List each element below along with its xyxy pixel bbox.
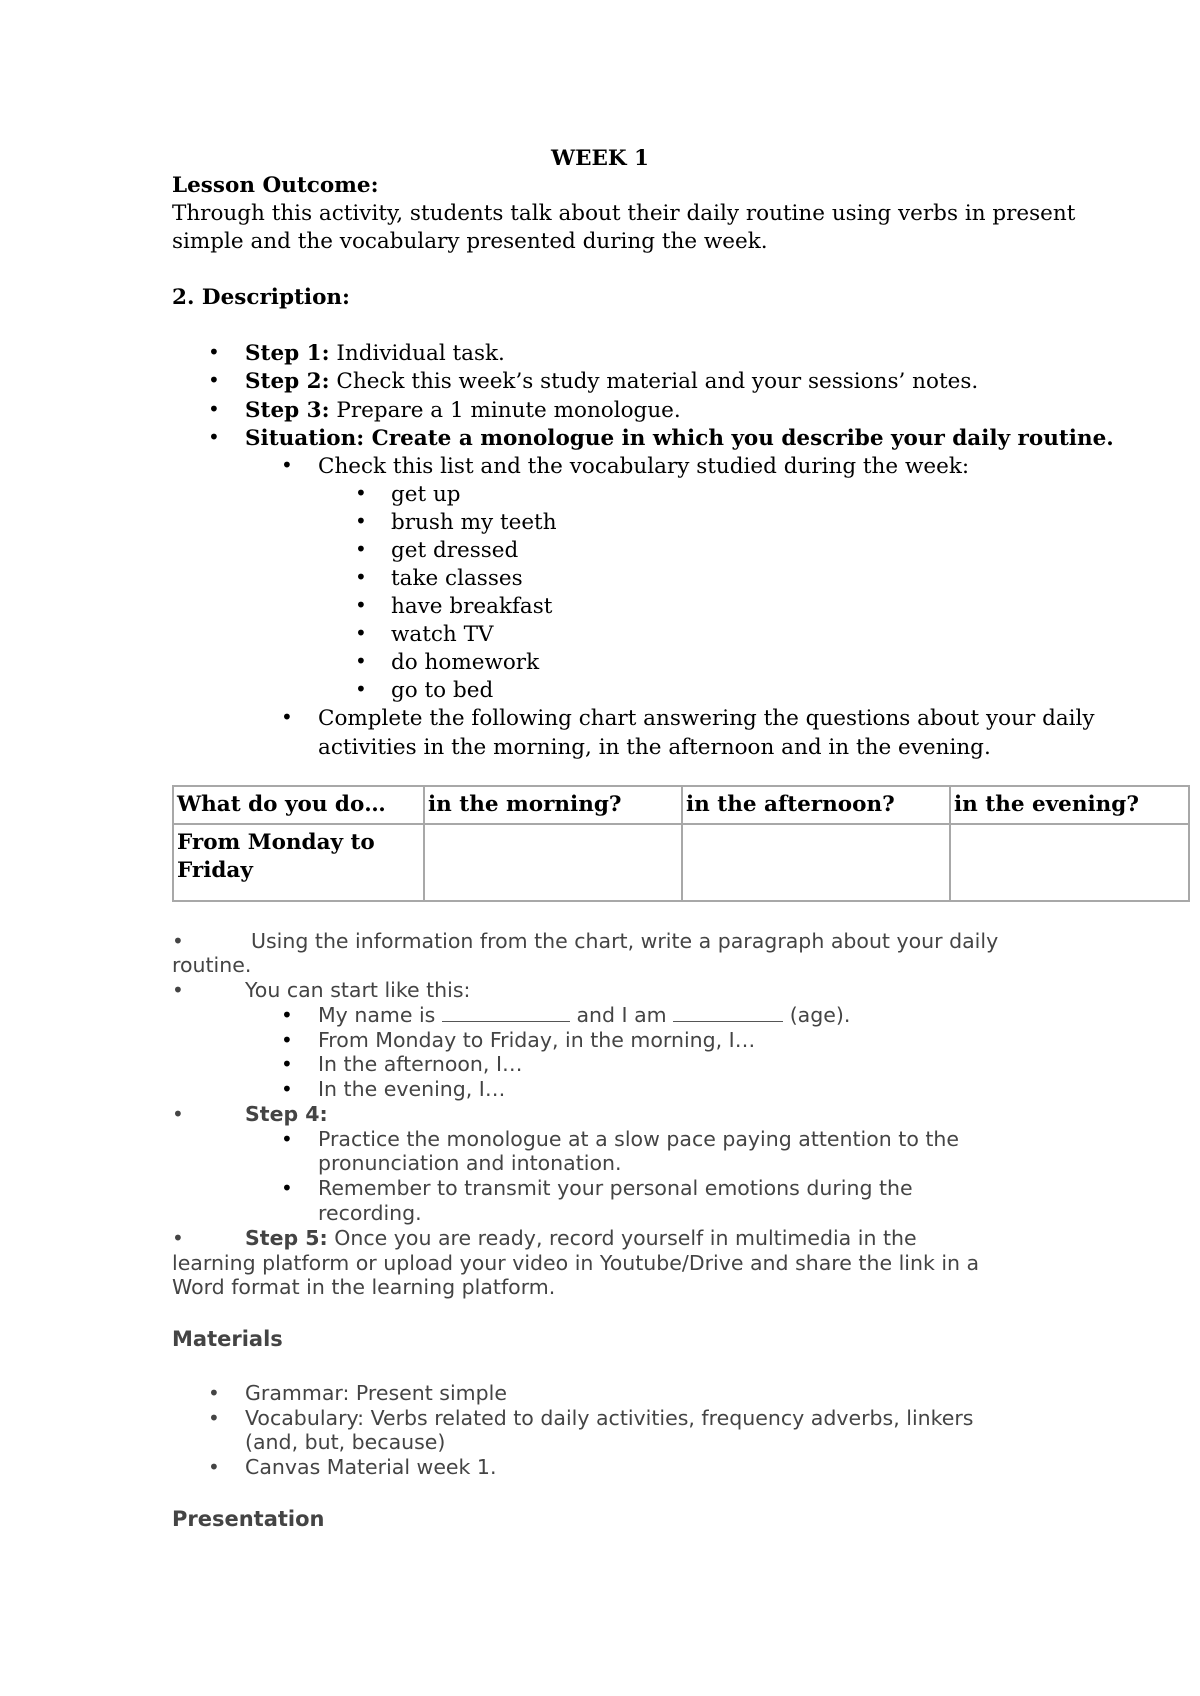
materials-item: Grammar: Present simple [245,1381,507,1405]
step-5-line-1 [245,1226,917,1251]
step-2 [245,368,978,396]
outcome-line-2: simple and the vocabulary presented during the week. [172,229,768,254]
checklist-intro: Check this list and the vocabulary studied during the week: [318,454,970,479]
table-header-cell: in the afternoon? [682,786,950,824]
bullet-icon: • [281,1077,293,1101]
bullet-icon: • [281,1003,293,1027]
bullet-icon: • [355,677,367,701]
chart-instruction-line-2: activities in the morning, in the afternoon and in the evening. [318,735,991,760]
materials-item: Vocabulary: Verbs related to daily activities, frequency adverbs, linkers [245,1406,974,1430]
table-header-cell: What do you do… [173,786,424,824]
bullet-icon: • [355,565,367,589]
bullet-icon: • [355,537,367,561]
step-5-line-3: Word format in the learning platform. [172,1275,556,1299]
bullet-icon: • [281,1127,293,1151]
vocab-item: get up [391,482,461,507]
starter-afternoon: In the afternoon, I… [318,1052,523,1076]
bullet-icon: • [281,1052,293,1076]
bullet-icon: • [281,705,293,729]
step-2-text: Check this week’s study material and your sessions’ notes. [336,369,979,394]
bullet-icon: • [172,978,184,1002]
vocab-item: get dressed [391,538,519,563]
paragraph-task-line-2: routine. [172,953,252,977]
presentation-heading: Presentation [172,1507,325,1531]
materials-item-continued: (and, but, because) [245,1430,446,1454]
table-row-label: From Monday to Friday [173,824,424,901]
page-title: WEEK 1 [550,146,650,171]
vocab-item: watch TV [391,622,494,647]
step-5-label: Step 5: [245,1226,328,1250]
step-1 [245,340,505,368]
vocab-item: brush my teeth [391,510,557,535]
table-cell-empty[interactable] [950,824,1189,901]
step-4-item-1-line-2: pronunciation and intonation. [318,1151,622,1175]
step-4-label: Step 4: [245,1102,328,1126]
step-4-item-1-line-1: Practice the monologue at a slow pace paying attention to the [318,1127,960,1151]
vocab-item: do homework [391,650,540,675]
bullet-icon: • [208,425,220,449]
table-header-row [173,786,1189,824]
step-1-text: Individual task. [329,341,505,366]
vocab-item: have breakfast [391,594,553,619]
bullet-icon: • [355,649,367,673]
bullet-icon: • [281,1028,293,1052]
starter-morning: From Monday to Friday, in the morning, I… [318,1028,756,1052]
age-blank[interactable] [673,1003,783,1022]
bullet-icon: • [172,929,184,953]
outcome-heading: Lesson Outcome: [172,173,379,198]
table-row [173,824,1189,901]
starter-name-prefix: My name is [318,1003,436,1027]
step-3-label: Step 3: [245,398,330,423]
starter-name-mid: and I am [576,1003,667,1027]
table-header-cell: in the evening? [950,786,1189,824]
step-3 [245,397,681,425]
materials-heading: Materials [172,1327,283,1351]
step-5-line-2: learning platform or upload your video in Youtube/Drive and share the link in a [172,1251,980,1275]
starter-evening: In the evening, I… [318,1077,506,1101]
bullet-icon: • [281,1176,293,1200]
bullet-icon: • [208,1406,220,1430]
bullet-icon: • [355,593,367,617]
bullet-icon: • [208,368,220,392]
situation-text: Situation: Create a monologue in which you describe your daily routine. [245,426,1114,451]
step-2-label: Step 2: [245,369,330,394]
bullet-icon: • [355,481,367,505]
bullet-icon: • [355,621,367,645]
bullet-icon: • [172,1102,184,1126]
vocab-item: go to bed [391,678,494,703]
description-heading: 2. Description: [172,285,350,310]
starter-name-suffix: (age). [789,1003,851,1027]
vocab-item: take classes [391,566,523,591]
step-3-text: Prepare a 1 minute monologue. [336,398,681,423]
step-5-text: Once you are ready, record yourself in multimedia in the [327,1226,917,1250]
paragraph-task-line-1: Using the information from the chart, write a paragraph about your daily [251,929,999,953]
table-header-cell: in the morning? [424,786,682,824]
starter-name [318,1003,850,1028]
bullet-icon: • [281,453,293,477]
table-cell-empty[interactable] [682,824,950,901]
table-cell-empty[interactable] [424,824,682,901]
start-intro: You can start like this: [245,978,471,1002]
bullet-icon: • [172,1226,184,1250]
name-blank[interactable] [442,1003,570,1022]
outcome-line-1: Through this activity, students talk about their daily routine using verbs in present [172,201,1076,226]
bullet-icon: • [208,397,220,421]
bullet-icon: • [208,340,220,364]
routine-table [172,785,1190,902]
materials-item: Canvas Material week 1. [245,1455,497,1479]
bullet-icon: • [355,509,367,533]
step-1-label: Step 1: [245,341,330,366]
bullet-icon: • [208,1455,220,1479]
chart-instruction-line-1: Complete the following chart answering the questions about your daily [318,706,1095,731]
step-4-item-2-line-2: recording. [318,1201,422,1225]
step-4-item-2-line-1: Remember to transmit your personal emotions during the [318,1176,913,1200]
bullet-icon: • [208,1381,220,1405]
